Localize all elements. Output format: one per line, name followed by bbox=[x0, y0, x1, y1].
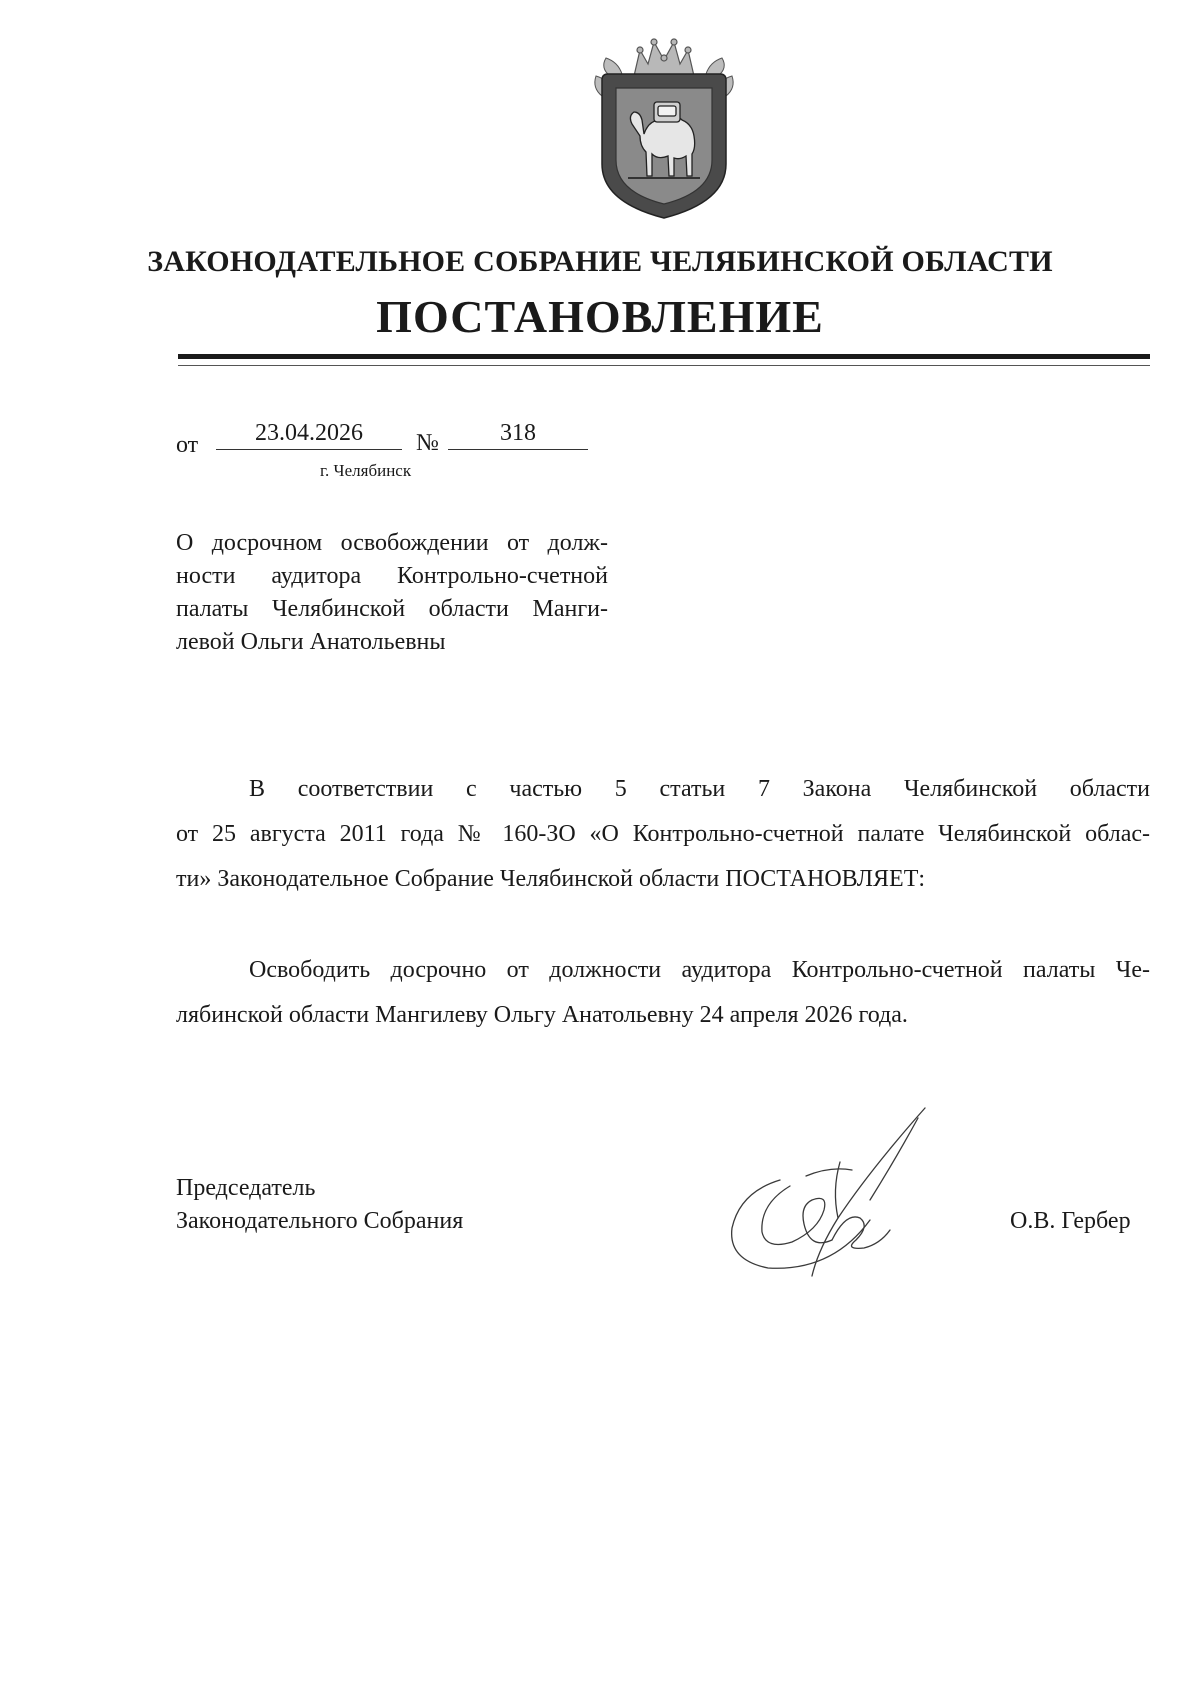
subject-line: ности аудитора Контрольно-счетной bbox=[176, 563, 608, 589]
coat-of-arms-icon bbox=[588, 36, 740, 222]
paragraph-line: от 25 августа 2011 года № 160-ЗО «О Контрольно-счетной палате Челябинской облас- bbox=[176, 821, 1150, 847]
document-number: 318 bbox=[448, 420, 588, 450]
issue-city: г. Челябинск bbox=[320, 461, 412, 480]
document-type-heading: ПОСТАНОВЛЕНИЕ bbox=[376, 291, 824, 342]
header-divider-thin bbox=[178, 365, 1150, 366]
number-label: № bbox=[416, 430, 439, 456]
document-date: 23.04.2026 bbox=[216, 420, 402, 450]
document-subject bbox=[176, 527, 608, 659]
position-line: Председатель bbox=[176, 1175, 316, 1201]
registration-row bbox=[176, 420, 596, 460]
handwritten-signature-icon bbox=[720, 1100, 950, 1300]
paragraph-line: В соответствии с частью 5 статьи 7 Закона Челябинской области bbox=[249, 776, 1150, 802]
organization-title: ЗАКОНОДАТЕЛЬНОЕ СОБРАНИЕ ЧЕЛЯБИНСКОЙ ОБЛАСТИ bbox=[147, 245, 1053, 278]
paragraph-line: лябинской области Мангилеву Ольгу Анатольевну 24 апреля 2026 года. bbox=[176, 1002, 908, 1028]
resolution-paragraph bbox=[176, 948, 1150, 1038]
position-line: Законодательного Собрания bbox=[176, 1208, 464, 1234]
subject-line: палаты Челябинской области Манги- bbox=[176, 596, 608, 622]
signatory-name: О.В. Гербер bbox=[1010, 1208, 1131, 1234]
paragraph-line: Освободить досрочно от должности аудитора Контрольно-счетной палаты Че- bbox=[249, 957, 1150, 983]
paragraph-line: ти» Законодательное Собрание Челябинской области ПОСТАНОВЛЯЕТ: bbox=[176, 866, 926, 892]
subject-line: О досрочном освобождении от долж- bbox=[176, 530, 608, 556]
preamble-paragraph bbox=[176, 767, 1150, 902]
signatory-position bbox=[176, 1172, 463, 1238]
date-label: от bbox=[176, 432, 199, 458]
header-divider-thick bbox=[178, 354, 1150, 359]
subject-line: левой Ольги Анатольевны bbox=[176, 629, 446, 655]
